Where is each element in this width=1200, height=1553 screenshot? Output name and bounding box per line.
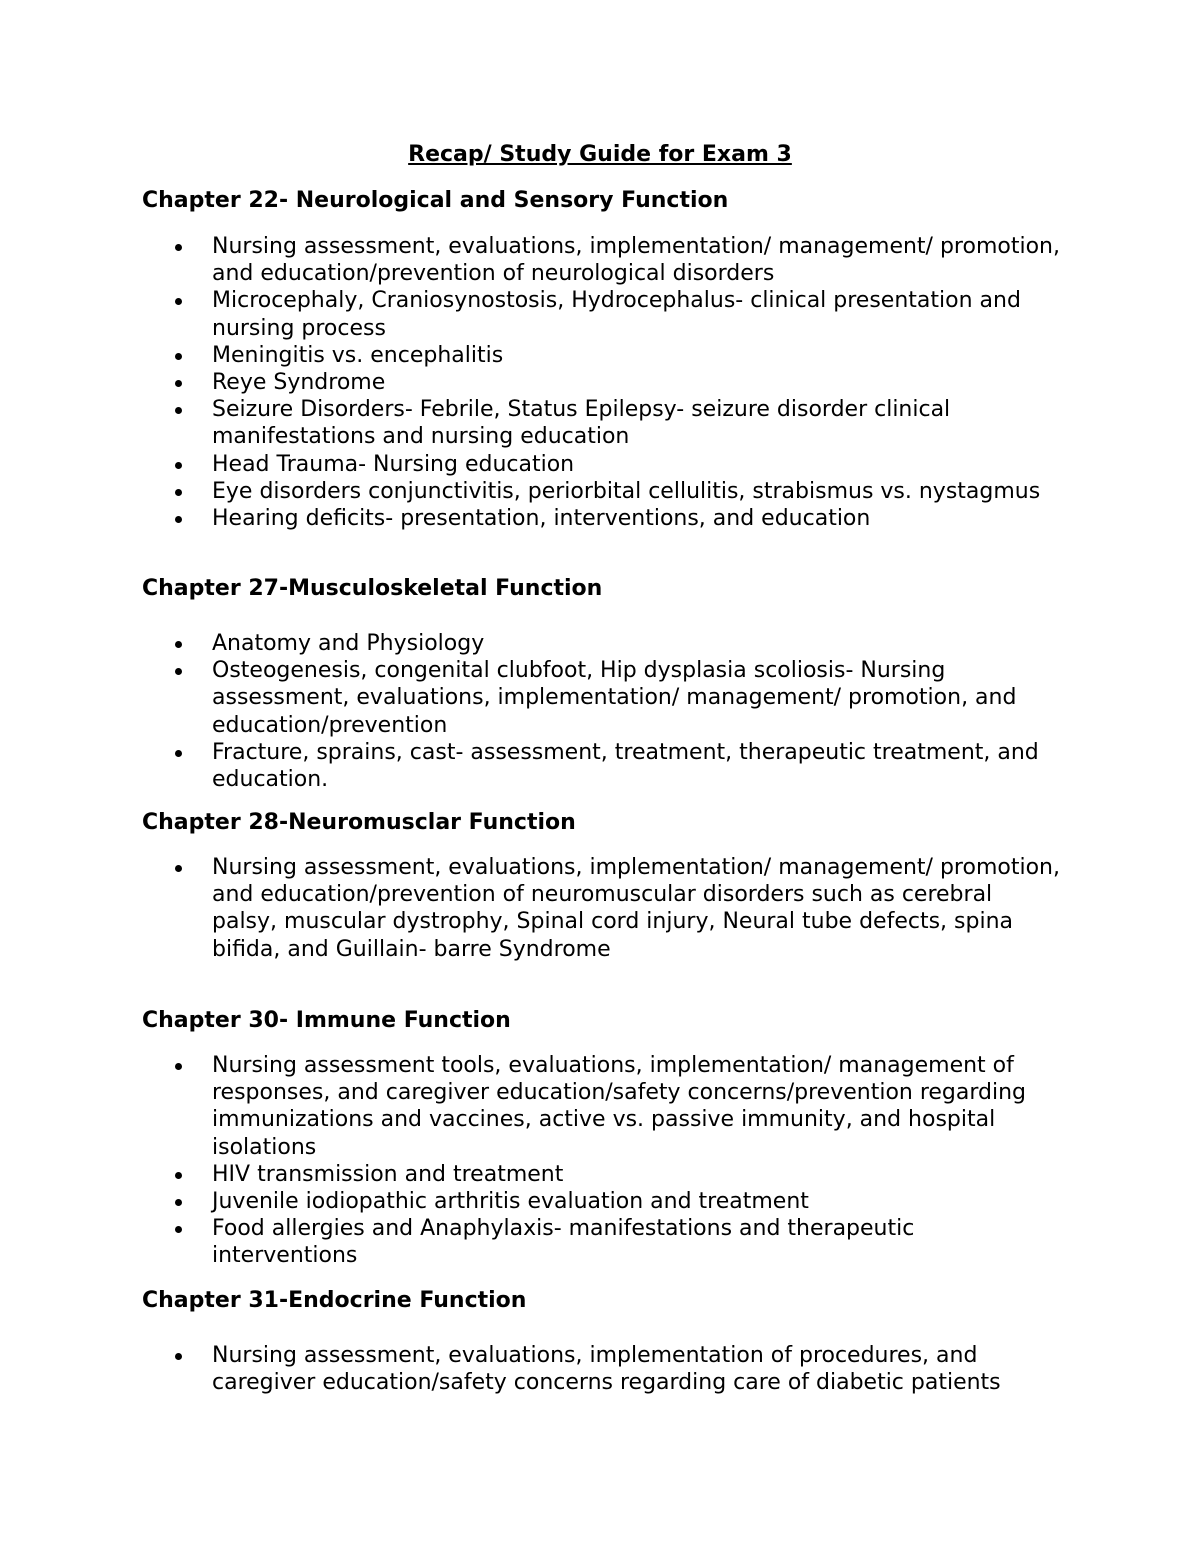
- bullet-list: [142, 854, 1082, 963]
- section-heading: Chapter 31-Endocrine Function: [142, 1288, 527, 1313]
- list-item: [142, 287, 1062, 341]
- list-item: [142, 478, 1062, 505]
- list-item-text: Nursing assessment, evaluations, implementation of procedures, and caregiver education/safety concerns regarding care of diabetic patients: [212, 1343, 1001, 1396]
- list-item-text: HIV transmission and treatment: [212, 1161, 564, 1187]
- list-item-text: Anatomy and Physiology: [212, 631, 485, 656]
- section-chapter-30: [142, 1007, 1082, 1270]
- section-heading: Chapter 27-Musculoskeletal Function: [142, 576, 603, 601]
- list-item-text: Seizure Disorders- Febrile, Status Epilepsy- seizure disorder clinical manifestations and nursing education: [212, 397, 951, 450]
- bullet-icon: [175, 1353, 182, 1360]
- list-item-text: Hearing deficits- presentation, interventions, and education: [212, 506, 871, 532]
- list-item-text: Head Trauma- Nursing education: [212, 451, 575, 477]
- bullet-icon: [175, 407, 182, 414]
- list-item: [142, 1188, 1062, 1215]
- bullet-icon: [175, 353, 182, 360]
- bullet-icon: [175, 668, 182, 675]
- list-item-text: Meningitis vs. encephalitis: [212, 342, 504, 368]
- section-heading: Chapter 28-Neuromusclar Function: [142, 810, 576, 835]
- list-item: [142, 396, 1062, 450]
- list-item: [142, 1052, 1062, 1161]
- bullet-icon: [175, 489, 182, 496]
- section-chapter-31: [142, 1287, 1082, 1396]
- bullet-list: [142, 630, 1082, 793]
- section-heading: Chapter 30- Immune Function: [142, 1008, 511, 1033]
- list-item-text: Microcephaly, Craniosynostosis, Hydrocephalus- clinical presentation and nursing process: [212, 288, 1021, 341]
- bullet-icon: [175, 462, 182, 469]
- list-item: [142, 233, 1062, 287]
- bullet-list: [142, 1342, 1082, 1396]
- section-chapter-28: [142, 809, 1082, 963]
- list-item-text: Osteogenesis, congenital clubfoot, Hip dysplasia scoliosis- Nursing assessment, evaluations, implementation/ management/ promotion, and education/prevention: [212, 658, 1017, 738]
- bullet-icon: [175, 244, 182, 251]
- list-item-text: Fracture, sprains, cast- assessment, treatment, therapeutic treatment, and education.: [212, 739, 1039, 793]
- list-item: [142, 342, 1062, 369]
- bullet-list: [142, 233, 1082, 532]
- bullet-list: [142, 1052, 1082, 1270]
- list-item-text: Nursing assessment, evaluations, implementation/ management/ promotion, and education/prevention of neurological disorders: [212, 234, 1060, 287]
- bullet-icon: [175, 865, 182, 872]
- list-item: [142, 854, 1062, 963]
- list-item: [142, 369, 1062, 396]
- section-chapter-27: [142, 575, 1082, 793]
- list-item-text: Reye Syndrome: [212, 370, 386, 396]
- bullet-icon: [175, 1063, 182, 1070]
- bullet-icon: [175, 1199, 182, 1206]
- list-item: [142, 1342, 1062, 1396]
- bullet-icon: [175, 1172, 182, 1179]
- list-item-text: Nursing assessment, evaluations, implementation/ management/ promotion, and education/prevention of neuromuscular disorders such as cerebral palsy, muscular dystrophy, Spinal cord injury, Neural tube defects, spina bifida, and Guillain- barre Syndrome: [212, 855, 1060, 962]
- list-item-text: Food allergies and Anaphylaxis- manifestations and therapeutic interventions: [212, 1216, 915, 1269]
- bullet-icon: [175, 516, 182, 523]
- bullet-icon: [175, 298, 182, 305]
- list-item: [142, 739, 1062, 793]
- list-item: [142, 505, 1062, 532]
- document-title: Recap/ Study Guide for Exam 3: [408, 142, 792, 167]
- bullet-icon: [175, 1226, 182, 1233]
- section-chapter-22: [142, 187, 1082, 532]
- bullet-icon: [175, 750, 182, 757]
- list-item-text: Eye disorders conjunctivitis, periorbital cellulitis, strabismus vs. nystagmus: [212, 478, 1041, 504]
- list-item: [142, 1215, 1062, 1269]
- list-item: [142, 630, 1062, 657]
- list-item: [142, 1161, 1062, 1188]
- list-item: [142, 657, 1062, 739]
- bullet-icon: [175, 641, 182, 648]
- list-item-text: Juvenile iodiopathic arthritis evaluation and treatment: [212, 1189, 809, 1215]
- bullet-icon: [175, 380, 182, 387]
- section-heading: Chapter 22- Neurological and Sensory Function: [142, 188, 729, 213]
- list-item-text: Nursing assessment tools, evaluations, implementation/ management of responses, and caregiver education/safety concerns/prevention regarding immunizations and vaccines, active vs. passive immunity, and hospital isolations: [212, 1053, 1027, 1160]
- list-item: [142, 451, 1062, 478]
